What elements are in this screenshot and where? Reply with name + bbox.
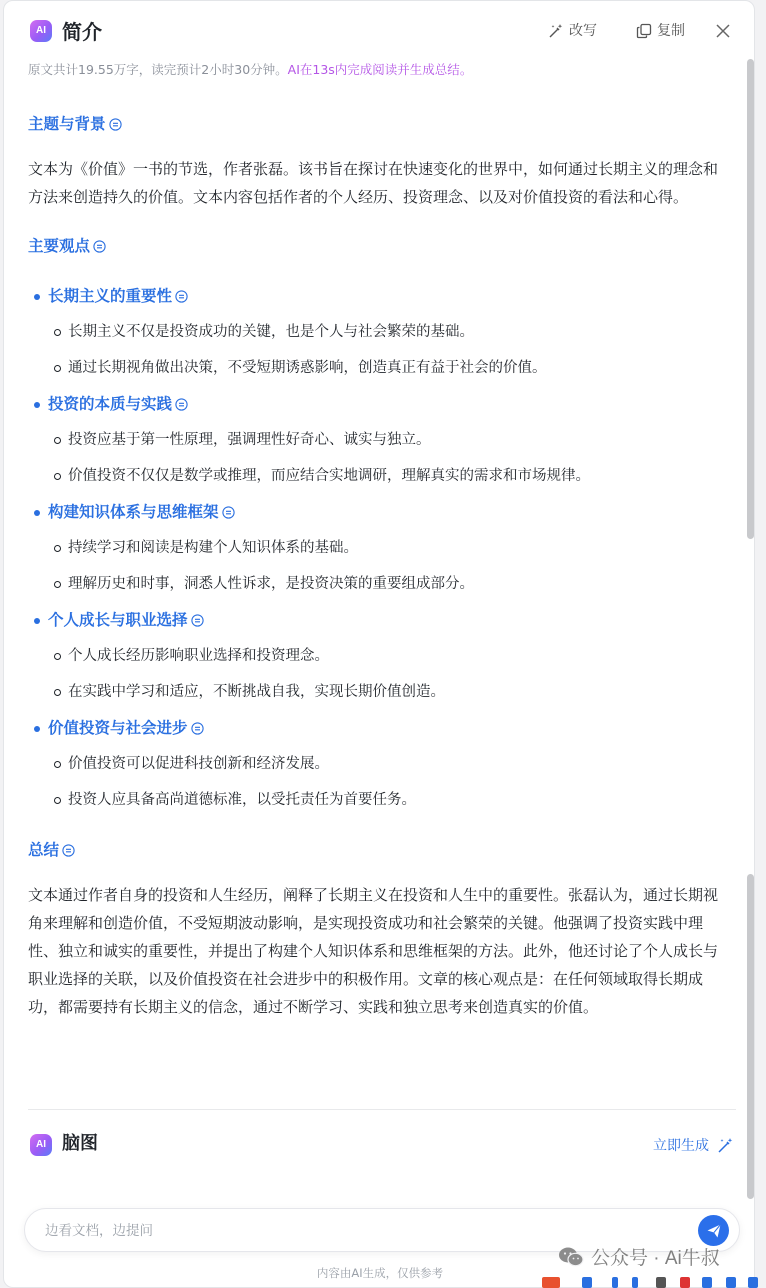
- section-heading-summary: [28, 839, 728, 861]
- tray-app-icon: [632, 1277, 638, 1288]
- point-sub-item: 价值投资可以促进科技创新和经济发展。: [28, 753, 728, 775]
- divider: [28, 1109, 736, 1110]
- scrollbar-thumb[interactable]: [747, 874, 754, 1199]
- ai-completion-note: AI在13s内完成阅读并生成总结。: [287, 62, 473, 77]
- source-note-icon[interactable]: [191, 614, 204, 627]
- section-heading-summary-label: 总结: [28, 841, 60, 859]
- point-item: [28, 717, 728, 739]
- rewrite-label: 改写: [569, 23, 597, 39]
- point-sub-item: 在实践中学习和适应，不断挑战自我，实现长期价值创造。: [28, 681, 728, 703]
- point-sub-item: 持续学习和阅读是构建个人知识体系的基础。: [28, 537, 728, 559]
- generate-mindmap-button[interactable]: [653, 1135, 734, 1155]
- section-heading-points-label: 主要观点: [28, 237, 91, 255]
- section-heading-points: [28, 235, 728, 257]
- close-icon[interactable]: [714, 22, 732, 40]
- point-sub-item: 个人成长经历影响职业选择和投资理念。: [28, 645, 728, 667]
- tray-app-icon: [702, 1277, 712, 1288]
- source-note-icon[interactable]: [93, 240, 106, 253]
- mindmap-section: [28, 1129, 738, 1159]
- summary-panel: [3, 0, 755, 1288]
- scrollbar-thumb[interactable]: [747, 59, 754, 539]
- magic-wand-icon: [717, 1137, 734, 1154]
- ai-disclaimer: 内容由AI生成，仅供参考: [316, 1266, 444, 1280]
- tray-app-icon: [680, 1277, 690, 1288]
- point-title: 个人成长与职业选择: [48, 611, 188, 629]
- panel-header: [28, 15, 738, 49]
- watermark-text: 公众号 · Ai牛叔: [591, 1248, 720, 1269]
- theme-paragraph: 文本为《价值》一书的节选，作者张磊。该书旨在探讨在快速变化的世界中，如何通过长期主义的理念和方法来创造持久的价值。文本内容包括作者的个人经历、投资理念、以及对价值投资的看法和心得。: [28, 160, 719, 206]
- watermark: [557, 1243, 720, 1270]
- ai-logo-icon: AI: [30, 20, 52, 42]
- source-note-icon[interactable]: [175, 398, 188, 411]
- summary-paragraph: 文本通过作者自身的投资和人生经历，阐释了长期主义在投资和人生中的重要性。张磊认为，通过长期视角来理解和创造价值，不受短期波动影响，是实现投资成功和社会繁荣的关键。他强调了投资实践中理性、独立和诚实的重要性，并提出了构建个人知识体系和思维框架的方法。此外，他还讨论了个人成长与职业选择的关联，以及价值投资在社会进步中的积极作用。文章的核心观点是：在任何领域取得长期成功，都需要持有长期主义的信念，通过不断学习、实践和独立思考来创造真实的价值。: [28, 886, 719, 1016]
- magic-wand-icon: [548, 23, 564, 39]
- source-note-icon[interactable]: [175, 290, 188, 303]
- points-list: [28, 285, 728, 811]
- point-title: 投资的本质与实践: [48, 395, 173, 413]
- taskbar-strip: [540, 1273, 766, 1288]
- point-sub-item: 通过长期视角做出决策，不受短期诱惑影响，创造真正有益于社会的价值。: [28, 357, 728, 379]
- tray-app-icon: [582, 1277, 592, 1288]
- tray-app-icon: [612, 1277, 618, 1288]
- point-title: 价值投资与社会进步: [48, 719, 188, 737]
- send-button[interactable]: [698, 1215, 729, 1246]
- summary-content: [28, 101, 728, 1021]
- point-item: [28, 285, 728, 307]
- generate-label: 立即生成: [653, 1138, 709, 1154]
- panel-title: 简介: [62, 20, 102, 44]
- wechat-icon: [557, 1245, 585, 1269]
- send-icon: [706, 1223, 722, 1239]
- source-note-icon[interactable]: [109, 118, 122, 131]
- reading-meta-text: 原文共计19.55万字，读完预计2小时30分钟。: [28, 62, 288, 77]
- point-item: [28, 609, 728, 631]
- source-note-icon[interactable]: [191, 722, 204, 735]
- copy-icon: [636, 23, 652, 39]
- point-sub-item: 投资人应具备高尚道德标准，以受托责任为首要任务。: [28, 789, 728, 811]
- reading-meta: [28, 61, 472, 79]
- point-sub-item: 长期主义不仅是投资成功的关键，也是个人与社会繁荣的基础。: [28, 321, 728, 343]
- mindmap-title: 脑图: [62, 1133, 98, 1154]
- ask-input[interactable]: [43, 1219, 667, 1243]
- point-title: 长期主义的重要性: [48, 287, 173, 305]
- ai-logo-icon: AI: [30, 1134, 52, 1156]
- point-item: [28, 501, 728, 523]
- point-sub-item: 理解历史和时事，洞悉人性诉求，是投资决策的重要组成部分。: [28, 573, 728, 595]
- rewrite-button[interactable]: [548, 21, 597, 41]
- point-item: [28, 393, 728, 415]
- scrollbar[interactable]: [747, 59, 755, 1199]
- point-sub-item: 价值投资不仅仅是数学或推理，而应结合实地调研，理解真实的需求和市场规律。: [28, 465, 728, 487]
- source-note-icon[interactable]: [222, 506, 235, 519]
- tray-app-icon: [656, 1277, 666, 1288]
- section-heading-theme: [28, 113, 728, 135]
- tray-app-icon: [748, 1277, 758, 1288]
- copy-label: 复制: [657, 23, 685, 39]
- tray-app-icon: [542, 1277, 560, 1288]
- tray-app-icon: [726, 1277, 736, 1288]
- copy-button[interactable]: [636, 21, 685, 41]
- section-heading-theme-label: 主题与背景: [28, 115, 106, 133]
- source-note-icon[interactable]: [62, 844, 75, 857]
- point-sub-item: 投资应基于第一性原理，强调理性好奇心、诚实与独立。: [28, 429, 728, 451]
- point-title: 构建知识体系与思维框架: [48, 503, 219, 521]
